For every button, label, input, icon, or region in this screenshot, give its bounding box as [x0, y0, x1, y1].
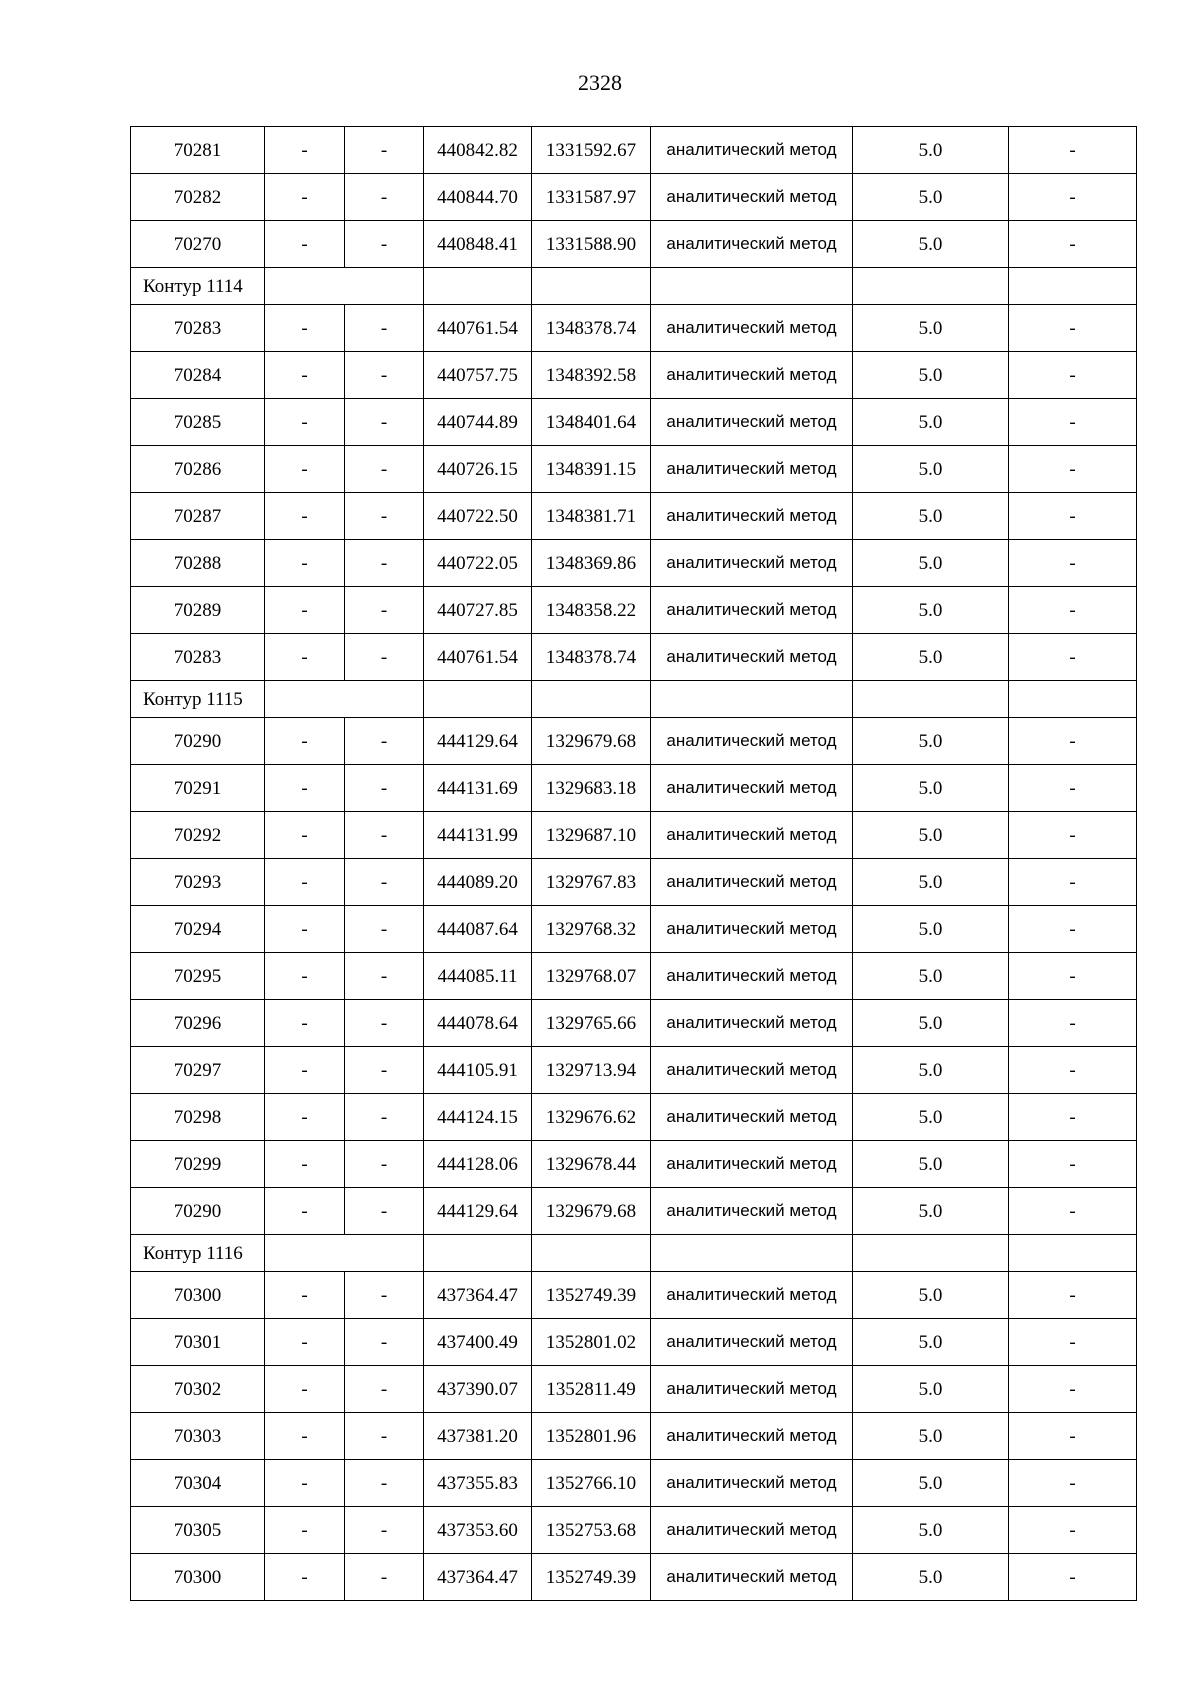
y-coordinate-cell: 1329679.68: [532, 1188, 651, 1235]
method-cell: аналитический метод: [651, 634, 853, 681]
accuracy-cell: 5.0: [853, 906, 1009, 953]
y-coordinate-cell: 1329767.83: [532, 859, 651, 906]
table-row: [131, 540, 1137, 587]
accuracy-cell: 5.0: [853, 446, 1009, 493]
accuracy-cell: 5.0: [853, 587, 1009, 634]
point-id-cell: 70305: [131, 1507, 265, 1554]
y-coordinate-cell: 1329765.66: [532, 1000, 651, 1047]
dash-cell: -: [1009, 174, 1137, 221]
accuracy-cell: 5.0: [853, 953, 1009, 1000]
method-cell: аналитический метод: [651, 1188, 853, 1235]
x-coordinate-cell: 440757.75: [424, 352, 532, 399]
empty-cell: [424, 1235, 532, 1272]
method-cell: аналитический метод: [651, 1141, 853, 1188]
accuracy-cell: 5.0: [853, 634, 1009, 681]
accuracy-cell: 5.0: [853, 1188, 1009, 1235]
x-coordinate-cell: 440722.50: [424, 493, 532, 540]
x-coordinate-cell: 444128.06: [424, 1141, 532, 1188]
empty-cell: [424, 681, 532, 718]
y-coordinate-cell: 1352801.02: [532, 1319, 651, 1366]
method-cell: аналитический метод: [651, 1413, 853, 1460]
accuracy-cell: 5.0: [853, 812, 1009, 859]
dash-cell: -: [1009, 718, 1137, 765]
point-id-cell: 70290: [131, 718, 265, 765]
y-coordinate-cell: 1348391.15: [532, 446, 651, 493]
dash-cell: -: [345, 493, 424, 540]
method-cell: аналитический метод: [651, 1272, 853, 1319]
accuracy-cell: 5.0: [853, 127, 1009, 174]
dash-cell: -: [345, 1141, 424, 1188]
dash-cell: -: [265, 446, 345, 493]
dash-cell: -: [345, 399, 424, 446]
contour-header-row: [131, 1235, 1137, 1272]
method-cell: аналитический метод: [651, 812, 853, 859]
table-row: [131, 493, 1137, 540]
method-cell: аналитический метод: [651, 953, 853, 1000]
empty-cell: [265, 681, 424, 718]
y-coordinate-cell: 1348369.86: [532, 540, 651, 587]
dash-cell: -: [345, 1000, 424, 1047]
x-coordinate-cell: 437400.49: [424, 1319, 532, 1366]
dash-cell: -: [265, 493, 345, 540]
y-coordinate-cell: 1329713.94: [532, 1047, 651, 1094]
method-cell: аналитический метод: [651, 765, 853, 812]
y-coordinate-cell: 1352811.49: [532, 1366, 651, 1413]
table-row: [131, 906, 1137, 953]
accuracy-cell: 5.0: [853, 859, 1009, 906]
dash-cell: -: [265, 587, 345, 634]
dash-cell: -: [265, 718, 345, 765]
table-row: [131, 305, 1137, 352]
table-row: [131, 812, 1137, 859]
x-coordinate-cell: 444085.11: [424, 953, 532, 1000]
dash-cell: -: [265, 127, 345, 174]
dash-cell: -: [345, 127, 424, 174]
dash-cell: -: [1009, 540, 1137, 587]
dash-cell: -: [1009, 399, 1137, 446]
point-id-cell: 70287: [131, 493, 265, 540]
dash-cell: -: [265, 540, 345, 587]
y-coordinate-cell: 1352801.96: [532, 1413, 651, 1460]
point-id-cell: 70294: [131, 906, 265, 953]
table-row: [131, 587, 1137, 634]
point-id-cell: 70293: [131, 859, 265, 906]
dash-cell: -: [265, 634, 345, 681]
dash-cell: -: [345, 1507, 424, 1554]
method-cell: аналитический метод: [651, 1460, 853, 1507]
method-cell: аналитический метод: [651, 1094, 853, 1141]
dash-cell: -: [345, 906, 424, 953]
dash-cell: -: [1009, 1047, 1137, 1094]
table-row: [131, 718, 1137, 765]
dash-cell: -: [265, 1460, 345, 1507]
y-coordinate-cell: 1348378.74: [532, 634, 651, 681]
dash-cell: -: [345, 634, 424, 681]
point-id-cell: 70286: [131, 446, 265, 493]
dash-cell: -: [265, 1047, 345, 1094]
empty-cell: [532, 681, 651, 718]
x-coordinate-cell: 440727.85: [424, 587, 532, 634]
x-coordinate-cell: 437381.20: [424, 1413, 532, 1460]
method-cell: аналитический метод: [651, 859, 853, 906]
point-id-cell: 70298: [131, 1094, 265, 1141]
y-coordinate-cell: 1329768.32: [532, 906, 651, 953]
y-coordinate-cell: 1329676.62: [532, 1094, 651, 1141]
method-cell: аналитический метод: [651, 718, 853, 765]
method-cell: аналитический метод: [651, 587, 853, 634]
empty-cell: [265, 268, 424, 305]
dash-cell: -: [265, 1413, 345, 1460]
x-coordinate-cell: 437355.83: [424, 1460, 532, 1507]
empty-cell: [1009, 681, 1137, 718]
method-cell: аналитический метод: [651, 352, 853, 399]
empty-cell: [853, 1235, 1009, 1272]
table-row: [131, 765, 1137, 812]
dash-cell: -: [1009, 1366, 1137, 1413]
y-coordinate-cell: 1329768.07: [532, 953, 651, 1000]
table-row: [131, 1188, 1137, 1235]
dash-cell: -: [345, 1272, 424, 1319]
contour-title: Контур 1114: [131, 268, 265, 305]
accuracy-cell: 5.0: [853, 352, 1009, 399]
x-coordinate-cell: 440848.41: [424, 221, 532, 268]
dash-cell: -: [1009, 493, 1137, 540]
dash-cell: -: [1009, 1554, 1137, 1601]
x-coordinate-cell: 440761.54: [424, 305, 532, 352]
y-coordinate-cell: 1348378.74: [532, 305, 651, 352]
point-id-cell: 70283: [131, 634, 265, 681]
point-id-cell: 70301: [131, 1319, 265, 1366]
dash-cell: -: [345, 1460, 424, 1507]
empty-cell: [651, 681, 853, 718]
accuracy-cell: 5.0: [853, 1460, 1009, 1507]
dash-cell: -: [345, 1366, 424, 1413]
contour-header-row: [131, 681, 1137, 718]
dash-cell: -: [345, 352, 424, 399]
x-coordinate-cell: 440722.05: [424, 540, 532, 587]
table-row: [131, 1413, 1137, 1460]
x-coordinate-cell: 444131.69: [424, 765, 532, 812]
dash-cell: -: [265, 305, 345, 352]
method-cell: аналитический метод: [651, 399, 853, 446]
dash-cell: -: [265, 352, 345, 399]
dash-cell: -: [1009, 446, 1137, 493]
point-id-cell: 70285: [131, 399, 265, 446]
accuracy-cell: 5.0: [853, 718, 1009, 765]
table-row: [131, 446, 1137, 493]
dash-cell: -: [345, 1413, 424, 1460]
point-id-cell: 70281: [131, 127, 265, 174]
empty-cell: [1009, 1235, 1137, 1272]
dash-cell: -: [265, 812, 345, 859]
point-id-cell: 70283: [131, 305, 265, 352]
empty-cell: [532, 268, 651, 305]
method-cell: аналитический метод: [651, 1319, 853, 1366]
point-id-cell: 70296: [131, 1000, 265, 1047]
point-id-cell: 70282: [131, 174, 265, 221]
accuracy-cell: 5.0: [853, 1141, 1009, 1188]
dash-cell: -: [1009, 953, 1137, 1000]
y-coordinate-cell: 1348381.71: [532, 493, 651, 540]
dash-cell: -: [345, 1554, 424, 1601]
method-cell: аналитический метод: [651, 1047, 853, 1094]
accuracy-cell: 5.0: [853, 305, 1009, 352]
empty-cell: [651, 1235, 853, 1272]
table-row: [131, 1554, 1137, 1601]
dash-cell: -: [1009, 1272, 1137, 1319]
dash-cell: -: [1009, 1319, 1137, 1366]
dash-cell: -: [1009, 812, 1137, 859]
y-coordinate-cell: 1331588.90: [532, 221, 651, 268]
table-row: [131, 1141, 1137, 1188]
empty-cell: [424, 268, 532, 305]
dash-cell: -: [265, 1094, 345, 1141]
dash-cell: -: [1009, 587, 1137, 634]
table-row: [131, 1319, 1137, 1366]
dash-cell: -: [265, 399, 345, 446]
method-cell: аналитический метод: [651, 1366, 853, 1413]
y-coordinate-cell: 1352753.68: [532, 1507, 651, 1554]
x-coordinate-cell: 440842.82: [424, 127, 532, 174]
method-cell: аналитический метод: [651, 540, 853, 587]
y-coordinate-cell: 1331587.97: [532, 174, 651, 221]
table-row: [131, 859, 1137, 906]
dash-cell: -: [265, 765, 345, 812]
dash-cell: -: [345, 953, 424, 1000]
table-row: [131, 1094, 1137, 1141]
accuracy-cell: 5.0: [853, 1413, 1009, 1460]
table-row: [131, 352, 1137, 399]
method-cell: аналитический метод: [651, 221, 853, 268]
dash-cell: -: [1009, 1413, 1137, 1460]
dash-cell: -: [265, 953, 345, 1000]
point-id-cell: 70290: [131, 1188, 265, 1235]
point-id-cell: 70295: [131, 953, 265, 1000]
point-id-cell: 70303: [131, 1413, 265, 1460]
accuracy-cell: 5.0: [853, 540, 1009, 587]
dash-cell: -: [1009, 634, 1137, 681]
y-coordinate-cell: 1329683.18: [532, 765, 651, 812]
dash-cell: -: [1009, 906, 1137, 953]
y-coordinate-cell: 1348392.58: [532, 352, 651, 399]
y-coordinate-cell: 1329679.68: [532, 718, 651, 765]
method-cell: аналитический метод: [651, 906, 853, 953]
dash-cell: -: [345, 1047, 424, 1094]
dash-cell: -: [1009, 221, 1137, 268]
dash-cell: -: [345, 305, 424, 352]
dash-cell: -: [1009, 1094, 1137, 1141]
y-coordinate-cell: 1352749.39: [532, 1272, 651, 1319]
point-id-cell: 70299: [131, 1141, 265, 1188]
dash-cell: -: [265, 1188, 345, 1235]
x-coordinate-cell: 444124.15: [424, 1094, 532, 1141]
table-row: [131, 221, 1137, 268]
point-id-cell: 70289: [131, 587, 265, 634]
table-row: [131, 1272, 1137, 1319]
method-cell: аналитический метод: [651, 1000, 853, 1047]
dash-cell: -: [1009, 127, 1137, 174]
dash-cell: -: [345, 1094, 424, 1141]
method-cell: аналитический метод: [651, 305, 853, 352]
x-coordinate-cell: 437364.47: [424, 1272, 532, 1319]
table-row: [131, 1047, 1137, 1094]
x-coordinate-cell: 444131.99: [424, 812, 532, 859]
y-coordinate-cell: 1329678.44: [532, 1141, 651, 1188]
y-coordinate-cell: 1352766.10: [532, 1460, 651, 1507]
method-cell: аналитический метод: [651, 493, 853, 540]
point-id-cell: 70304: [131, 1460, 265, 1507]
dash-cell: -: [1009, 765, 1137, 812]
table-row: [131, 399, 1137, 446]
x-coordinate-cell: 440726.15: [424, 446, 532, 493]
dash-cell: -: [265, 1554, 345, 1601]
x-coordinate-cell: 437353.60: [424, 1507, 532, 1554]
x-coordinate-cell: 437390.07: [424, 1366, 532, 1413]
point-id-cell: 70292: [131, 812, 265, 859]
dash-cell: -: [265, 1272, 345, 1319]
dash-cell: -: [345, 859, 424, 906]
dash-cell: -: [345, 221, 424, 268]
dash-cell: -: [345, 1319, 424, 1366]
dash-cell: -: [345, 540, 424, 587]
page-number: 2328: [578, 70, 622, 95]
point-id-cell: 70291: [131, 765, 265, 812]
method-cell: аналитический метод: [651, 446, 853, 493]
dash-cell: -: [345, 718, 424, 765]
x-coordinate-cell: 444129.64: [424, 1188, 532, 1235]
dash-cell: -: [345, 446, 424, 493]
table-row: [131, 174, 1137, 221]
accuracy-cell: 5.0: [853, 1000, 1009, 1047]
table-row: [131, 1366, 1137, 1413]
empty-cell: [1009, 268, 1137, 305]
accuracy-cell: 5.0: [853, 765, 1009, 812]
accuracy-cell: 5.0: [853, 1554, 1009, 1601]
point-id-cell: 70300: [131, 1554, 265, 1601]
y-coordinate-cell: 1329687.10: [532, 812, 651, 859]
dash-cell: -: [1009, 352, 1137, 399]
dash-cell: -: [265, 906, 345, 953]
point-id-cell: 70297: [131, 1047, 265, 1094]
table-row: [131, 953, 1137, 1000]
dash-cell: -: [265, 1366, 345, 1413]
x-coordinate-cell: 440844.70: [424, 174, 532, 221]
accuracy-cell: 5.0: [853, 1272, 1009, 1319]
dash-cell: -: [1009, 1188, 1137, 1235]
contour-title: Контур 1116: [131, 1235, 265, 1272]
dash-cell: -: [1009, 1460, 1137, 1507]
accuracy-cell: 5.0: [853, 1366, 1009, 1413]
dash-cell: -: [345, 812, 424, 859]
accuracy-cell: 5.0: [853, 1507, 1009, 1554]
empty-cell: [265, 1235, 424, 1272]
x-coordinate-cell: 444087.64: [424, 906, 532, 953]
table-row: [131, 1460, 1137, 1507]
accuracy-cell: 5.0: [853, 493, 1009, 540]
empty-cell: [651, 268, 853, 305]
dash-cell: -: [1009, 305, 1137, 352]
point-id-cell: 70300: [131, 1272, 265, 1319]
accuracy-cell: 5.0: [853, 1047, 1009, 1094]
table-row: [131, 1000, 1137, 1047]
coordinates-table: [130, 126, 1137, 1601]
x-coordinate-cell: 444129.64: [424, 718, 532, 765]
point-id-cell: 70302: [131, 1366, 265, 1413]
dash-cell: -: [1009, 859, 1137, 906]
y-coordinate-cell: 1348358.22: [532, 587, 651, 634]
dash-cell: -: [265, 221, 345, 268]
table-row: [131, 1507, 1137, 1554]
dash-cell: -: [265, 1319, 345, 1366]
accuracy-cell: 5.0: [853, 1094, 1009, 1141]
method-cell: аналитический метод: [651, 1507, 853, 1554]
method-cell: аналитический метод: [651, 1554, 853, 1601]
y-coordinate-cell: 1352749.39: [532, 1554, 651, 1601]
empty-cell: [532, 1235, 651, 1272]
accuracy-cell: 5.0: [853, 399, 1009, 446]
accuracy-cell: 5.0: [853, 1319, 1009, 1366]
dash-cell: -: [1009, 1507, 1137, 1554]
x-coordinate-cell: 440744.89: [424, 399, 532, 446]
x-coordinate-cell: 444105.91: [424, 1047, 532, 1094]
dash-cell: -: [265, 174, 345, 221]
method-cell: аналитический метод: [651, 174, 853, 221]
dash-cell: -: [345, 174, 424, 221]
y-coordinate-cell: 1348401.64: [532, 399, 651, 446]
x-coordinate-cell: 444089.20: [424, 859, 532, 906]
y-coordinate-cell: 1331592.67: [532, 127, 651, 174]
dash-cell: -: [1009, 1141, 1137, 1188]
contour-title: Контур 1115: [131, 681, 265, 718]
dash-cell: -: [265, 1141, 345, 1188]
x-coordinate-cell: 440761.54: [424, 634, 532, 681]
empty-cell: [853, 268, 1009, 305]
dash-cell: -: [1009, 1000, 1137, 1047]
dash-cell: -: [265, 859, 345, 906]
point-id-cell: 70270: [131, 221, 265, 268]
x-coordinate-cell: 437364.47: [424, 1554, 532, 1601]
contour-header-row: [131, 268, 1137, 305]
dash-cell: -: [345, 765, 424, 812]
dash-cell: -: [345, 1188, 424, 1235]
accuracy-cell: 5.0: [853, 221, 1009, 268]
point-id-cell: 70288: [131, 540, 265, 587]
table-row: [131, 634, 1137, 681]
dash-cell: -: [265, 1507, 345, 1554]
empty-cell: [853, 681, 1009, 718]
method-cell: аналитический метод: [651, 127, 853, 174]
dash-cell: -: [265, 1000, 345, 1047]
x-coordinate-cell: 444078.64: [424, 1000, 532, 1047]
table-row: [131, 127, 1137, 174]
accuracy-cell: 5.0: [853, 174, 1009, 221]
point-id-cell: 70284: [131, 352, 265, 399]
dash-cell: -: [345, 587, 424, 634]
